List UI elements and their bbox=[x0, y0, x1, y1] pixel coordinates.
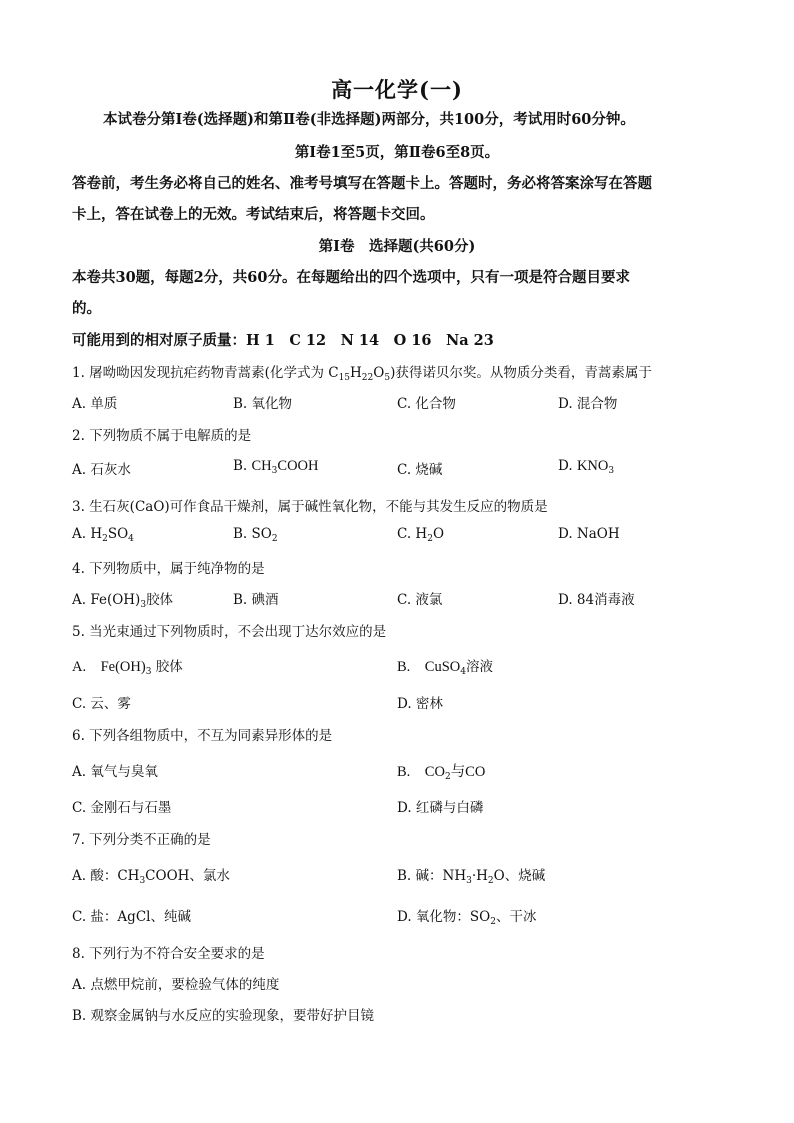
q5-a-pre: A. Fe(OH) bbox=[72, 659, 146, 675]
q2-option-b bbox=[233, 458, 319, 475]
q2-option-c: C. 烧碱 bbox=[397, 462, 443, 478]
q7-option-a bbox=[72, 864, 230, 884]
q5-b-pre: B. CuSO bbox=[397, 659, 461, 675]
q4-a-rest: 胶体 bbox=[146, 592, 174, 608]
q6-option-b bbox=[397, 760, 485, 781]
q4-option-a bbox=[72, 588, 173, 608]
q6-b-sub: 2 bbox=[444, 772, 451, 782]
q5-b-sub: 4 bbox=[460, 667, 466, 677]
q2-b-rest: COOH bbox=[277, 458, 319, 474]
question-6-stem: 6. 下列各组物质中，不互为同素异形体的是 bbox=[72, 728, 333, 744]
question-7-stem: 7. 下列分类不正确的是 bbox=[72, 832, 211, 848]
q1-stem-a: 1. 屠呦呦因发现抗疟药物青蒿素(化学式为 C bbox=[72, 365, 339, 381]
q3-option-b bbox=[233, 526, 278, 542]
q2-option-d bbox=[558, 458, 614, 475]
q3-a-sub: 2 bbox=[102, 534, 108, 544]
atomic-mass-line: 可能用到的相对原子质量：H 1 C 12 N 14 O 16 Na 23 bbox=[72, 332, 494, 349]
question-2-stem: 2. 下列物质不属于电解质的是 bbox=[72, 428, 252, 444]
q5-a-rest: 胶体 bbox=[151, 659, 183, 675]
q6-b-pre: B. CO bbox=[397, 764, 445, 780]
question-4-stem: 4. 下列物质中，属于纯净物的是 bbox=[72, 561, 265, 577]
rule-line-a: 本卷共30题，每题2分，共60分。在每题给出的四个选项中，只有一项是符合题目要求 bbox=[72, 269, 630, 286]
q4-a-sub: 3 bbox=[140, 600, 147, 610]
q3-option-a bbox=[72, 526, 134, 542]
q3-c-pre: C. H bbox=[397, 526, 428, 542]
q1-option-d: D. 混合物 bbox=[558, 396, 618, 412]
q5-option-c: C. 云、雾 bbox=[72, 696, 131, 712]
q1-sub-2: 22 bbox=[361, 373, 374, 383]
q4-a-pre: A. Fe(OH) bbox=[72, 592, 141, 608]
question-3-stem: 3. 生石灰(CaO)可作食品干燥剂，属于碱性氧化物，不能与其发生反应的物质是 bbox=[72, 499, 548, 515]
q2-b-prefix: B. bbox=[233, 458, 252, 474]
q5-option-d: D. 密林 bbox=[397, 696, 443, 712]
q7-a-sub: 3 bbox=[139, 876, 146, 886]
q3-a-sub2: 4 bbox=[128, 534, 134, 544]
q5-b-rest: 溶液 bbox=[466, 659, 493, 675]
section-heading: 第Ⅰ卷 选择题(共60分) bbox=[318, 238, 476, 255]
page-title: 高一化学(一) bbox=[331, 77, 463, 102]
q7-b-mid: ·H bbox=[471, 868, 488, 884]
q1-sub-3: 5 bbox=[384, 373, 391, 383]
q5-option-b bbox=[397, 655, 493, 676]
q3-a-pre: A. H bbox=[72, 526, 103, 542]
q2-d-prefix: D. bbox=[558, 458, 577, 474]
question-8-stem: 8. 下列行为不符合安全要求的是 bbox=[72, 946, 265, 962]
q1-option-b: B. 氧化物 bbox=[233, 396, 293, 412]
q8-option-b: B. 观察金属钠与水反应的实验现象，要带好护目镜 bbox=[72, 1008, 375, 1024]
q7-b-rest: O、烧碱 bbox=[493, 868, 546, 884]
q7-d-rest: 、干冰 bbox=[495, 909, 537, 925]
q3-a-rest: SO bbox=[107, 526, 129, 542]
q3-c-rest: O bbox=[432, 526, 445, 542]
q6-option-a: A. 氧气与臭氧 bbox=[72, 764, 158, 780]
intro-line-2: 第Ⅰ卷1至5页，第Ⅱ卷6至8页。 bbox=[294, 144, 500, 161]
q2-d-sub: 3 bbox=[608, 466, 615, 476]
q1-option-c: C. 化合物 bbox=[397, 396, 456, 412]
intro-line-1: 本试卷分第Ⅰ卷(选择题)和第Ⅱ卷(非选择题)两部分，共100分，考试用时60分钟。 bbox=[103, 111, 635, 128]
q7-d-sub: 2 bbox=[490, 917, 496, 927]
q1-stem-c: O bbox=[373, 365, 385, 381]
q4-option-b: B. 碘酒 bbox=[233, 592, 279, 608]
q4-option-d: D. 84消毒液 bbox=[558, 592, 635, 608]
q7-option-d bbox=[397, 905, 536, 925]
q6-option-c: C. 金刚石与石墨 bbox=[72, 800, 172, 816]
q3-option-c bbox=[397, 526, 444, 542]
question-5-stem: 5. 当光束通过下列物质时，不会出现丁达尔效应的是 bbox=[72, 624, 387, 640]
q4-option-c: C. 液氯 bbox=[397, 592, 443, 608]
q7-b-sub2: 2 bbox=[487, 876, 494, 886]
q6-option-d: D. 红磷与白磷 bbox=[397, 800, 484, 816]
intro-line-3a: 答卷前，考生务必将自己的姓名、准考号填写在答题卡上。答题时，务必将答案涂写在答题 bbox=[72, 175, 652, 192]
q3-option-d: D. NaOH bbox=[558, 526, 620, 542]
intro-line-3b: 卡上，答在试卷上的无效。考试结束后，将答题卡交回。 bbox=[72, 206, 435, 223]
q3-b-pre: B. SO bbox=[233, 526, 272, 542]
q7-b-sub: 3 bbox=[466, 876, 472, 886]
q2-b-formula: CH bbox=[251, 458, 272, 474]
q7-option-b bbox=[397, 864, 545, 884]
q1-option-a: A. 单质 bbox=[72, 396, 118, 412]
q3-c-sub: 2 bbox=[427, 534, 433, 544]
q2-d-formula: KNO bbox=[576, 458, 609, 474]
q2-option-a: A. 石灰水 bbox=[72, 462, 131, 478]
q1-sub-1: 15 bbox=[338, 373, 351, 383]
q7-option-c: C. 盐：AgCl、纯碱 bbox=[72, 909, 191, 925]
q7-b-pre: B. 碱：NH bbox=[397, 868, 467, 884]
q1-stem-b: H bbox=[350, 365, 362, 381]
q7-a-pre: A. 酸：CH bbox=[72, 868, 140, 884]
q8-option-a: A. 点燃甲烷前，要检验气体的纯度 bbox=[72, 977, 280, 993]
q3-b-sub: 2 bbox=[271, 534, 278, 544]
q5-option-a bbox=[72, 655, 183, 676]
q7-a-rest: COOH、氯水 bbox=[145, 868, 230, 884]
q2-b-sub: 3 bbox=[271, 466, 278, 476]
q7-d-pre: D. 氧化物：SO bbox=[397, 909, 491, 925]
question-1-stem bbox=[72, 361, 652, 381]
q1-stem-d: )获得诺贝尔奖。从物质分类看，青蒿素属于 bbox=[390, 365, 652, 381]
q5-a-sub: 3 bbox=[145, 667, 152, 677]
q6-b-rest: 与CO bbox=[450, 764, 486, 780]
rule-line-b: 的。 bbox=[72, 300, 101, 317]
